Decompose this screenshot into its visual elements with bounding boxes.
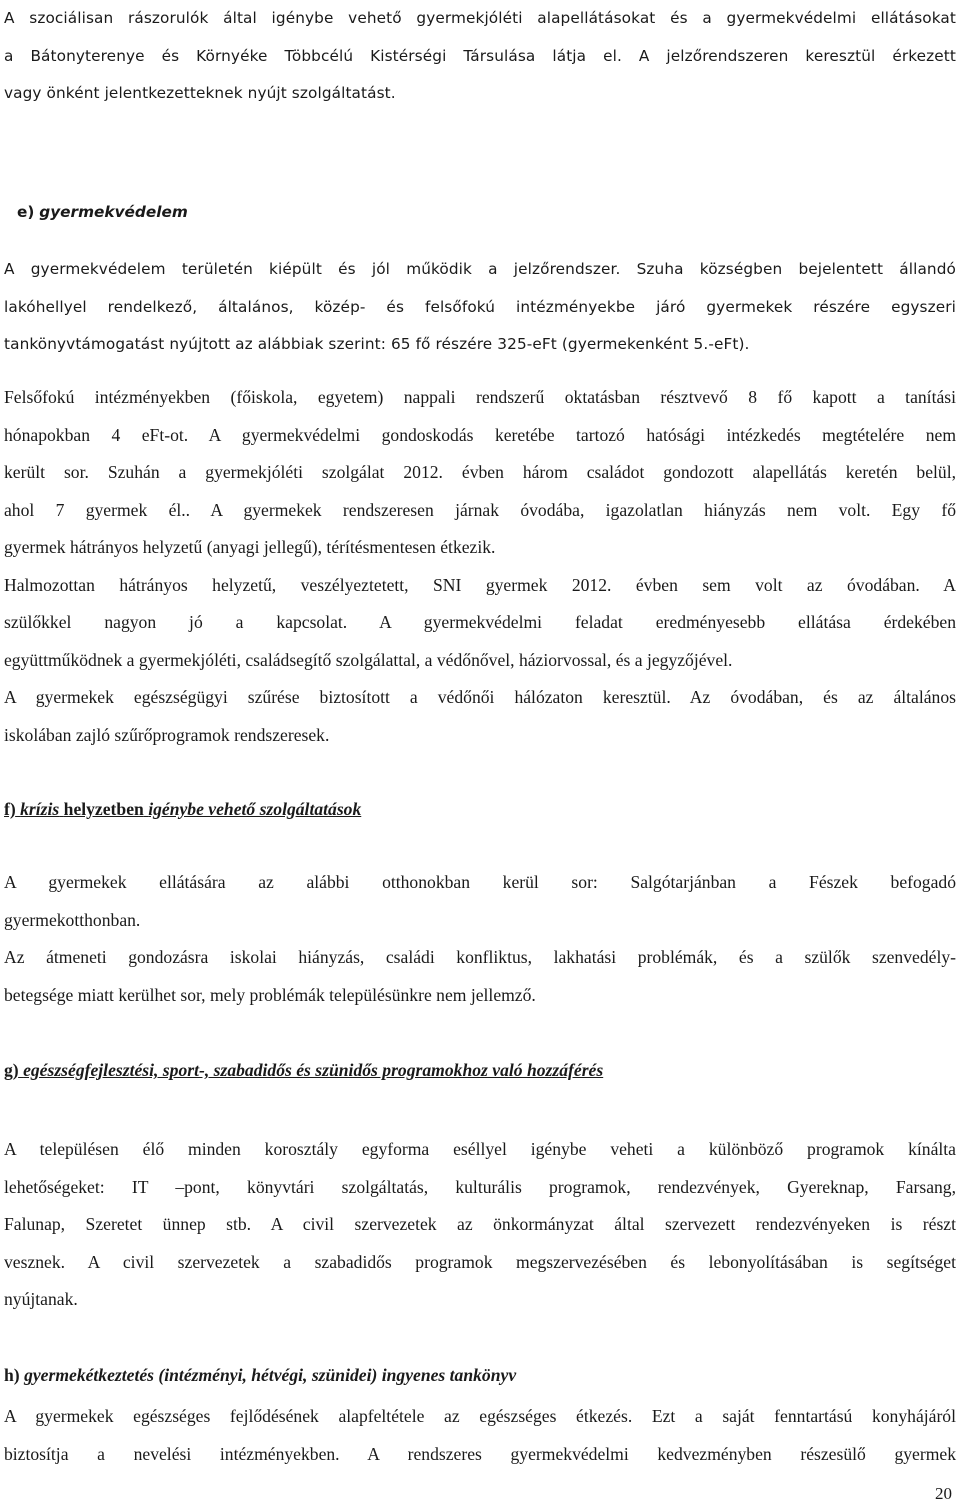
section-f-paragraph	[4, 864, 956, 1014]
section-f-heading	[4, 797, 361, 821]
section-g-letter: g)	[4, 1060, 19, 1080]
paragraph-line: Halmozottan hátrányos helyzetű, veszélyeztetett, SNI gyermek 2012. évben sem volt az óvodában. A	[4, 574, 956, 595]
paragraph-line: szülőkkel nagyon jó a kapcsolat. A gyermekvédelmi feladat eredményesebb ellátása érdekében	[4, 612, 956, 632]
section-f-letter: f)	[4, 799, 16, 819]
section-g-title: egészségfejlesztési, sport-, szabadidős és szünidős programokhoz való hozzáférés	[23, 1060, 604, 1080]
section-h-heading	[4, 1363, 516, 1387]
paragraph-line: lehetőségeket: IT –pont, könyvtári szolgáltatás, kulturális programok, rendezvények, Gyereknap, Farsang,	[4, 1176, 956, 1197]
paragraph-line: hónapokban 4 eFt-ot. A gyermekvédelmi gondoskodás keretébe tartozó hatósági intézkedés megtételére nem	[4, 424, 956, 445]
section-e-paragraph-2	[4, 379, 956, 754]
section-g-paragraph	[4, 1131, 956, 1319]
paragraph-line: ahol 7 gyermek él.. A gyermekek rendszeresen járnak óvodába, igazolatlan hiányzás nem volt. Egy fő	[4, 499, 956, 520]
section-e-heading	[17, 200, 188, 224]
paragraph-line: A gyermekek egészségügyi szűrése biztosított a védőnői hálózaton keresztül. Az óvodában, és az általános	[4, 687, 956, 707]
section-h-letter: h)	[4, 1365, 20, 1385]
paragraph-line: nyújtanak.	[4, 1289, 78, 1309]
paragraph-line: vesznek. A civil szervezetek a szabadidős programok megszervezésében és lebonyolításában is segítséget	[4, 1251, 956, 1272]
paragraph-line: gyermekotthonban.	[4, 909, 141, 930]
paragraph-line: gyermek hátrányos helyzetű (anyagi jellegű), térítésmentesen étkezik.	[4, 537, 496, 557]
paragraph-line: együttműködnek a gyermekjóléti, családsegítő szolgálattal, a védőnővel, háziorvossal, és a jegyzőjével.	[4, 649, 733, 670]
intro-paragraph	[4, 0, 956, 113]
paragraph-line: Az átmeneti gondozásra iskolai hiányzás, családi konfliktus, lakhatási problémák, és a szülők szenvedély-	[4, 947, 956, 967]
paragraph-line: betegsége miatt kerülhet sor, mely problémák településünkre nem jellemző.	[4, 984, 536, 1005]
section-e-title: gyermekvédelem	[39, 203, 188, 221]
section-f-title-part2: helyzetben	[63, 799, 144, 819]
paragraph-line: tankönyvtámogatást nyújtott az alábbiak szerint: 65 fő részére 325-eFt (gyermekenként 5.-eFt).	[4, 335, 750, 353]
paragraph-line: Falunap, Szeretet ünnep stb. A civil szervezetek az önkormányzat által szervezett rendezvényeken is részt	[4, 1214, 956, 1234]
paragraph-line: iskolában zajló szűrőprogramok rendszeresek.	[4, 724, 330, 745]
section-f-title-part1: krízis	[20, 799, 60, 819]
section-e-paragraph-1	[4, 251, 956, 364]
paragraph-line: A szociálisan rászorulók által igénybe vehető gyermekjóléti alapellátásokat és a gyermekvédelmi ellátásokat	[4, 9, 956, 27]
paragraph-line: A gyermekek ellátására az alábbi otthonokban kerül sor: Salgótarjánban a Fészek befogadó	[4, 872, 956, 892]
section-h-title: gyermekétkeztetés (intézményi, hétvégi, szünidei) ingyenes tankönyv	[24, 1365, 517, 1385]
page-number: 20	[935, 1484, 952, 1503]
paragraph-line: A gyermekvédelem területén kiépült és jól működik a jelzőrendszer. Szuha községben bejelentett állandó	[4, 260, 956, 278]
section-h-paragraph	[4, 1398, 956, 1473]
paragraph-line: a Bátonyterenye és Környéke Többcélú Kistérségi Társulása látja el. A jelzőrendszeren keresztül érkezett	[4, 46, 956, 65]
paragraph-line: A településen élő minden korosztály egyforma eséllyel igénybe veheti a különböző programok kínálta	[4, 1139, 956, 1159]
paragraph-line: került sor. Szuhán a gyermekjóléti szolgálat 2012. évben három családot gondozott alapellátás keretén belül,	[4, 462, 956, 482]
paragraph-line: vagy önként jelentkezetteknek nyújt szolgáltatást.	[4, 84, 396, 102]
paragraph-line: lakóhellyel rendelkező, általános, közép- és felsőfokú intézményekbe járó gyermekek részére egyszeri	[4, 297, 956, 316]
section-e-letter: e)	[17, 203, 35, 221]
paragraph-line: biztosítja a nevelési intézményekben. A rendszeres gyermekvédelmi kedvezményben részesülő gyermek	[4, 1443, 956, 1464]
section-f-title-part3: igénybe vehető szolgáltatások	[148, 799, 362, 819]
section-g-heading	[4, 1058, 603, 1082]
paragraph-line: Felsőfokú intézményekben (főiskola, egyetem) nappali rendszerű oktatásban résztvevő 8 fő kapott a tanítási	[4, 387, 956, 407]
paragraph-line: A gyermekek egészséges fejlődésének alapfeltétele az egészséges étkezés. Ezt a saját fenntartású konyhájáról	[4, 1406, 956, 1426]
